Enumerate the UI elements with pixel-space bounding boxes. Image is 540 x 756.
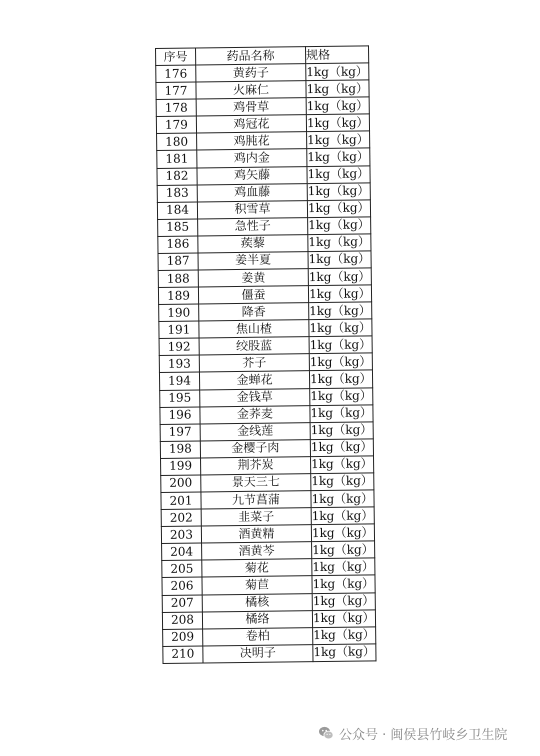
row-spec: 1kg（kg） xyxy=(307,148,370,166)
row-spec: 1kg（kg） xyxy=(306,80,369,98)
row-serial: 209 xyxy=(163,629,203,647)
row-drug-name: 鸡血藤 xyxy=(197,183,307,201)
row-serial: 206 xyxy=(162,577,202,595)
row-serial: 194 xyxy=(159,372,199,390)
row-spec: 1kg（kg） xyxy=(308,234,371,252)
row-drug-name: 鸡肫花 xyxy=(197,132,307,150)
row-drug-name: 黄药子 xyxy=(196,64,306,82)
row-spec: 1kg（kg） xyxy=(313,644,376,662)
row-serial: 205 xyxy=(162,560,202,578)
row-drug-name: 蒺藜 xyxy=(198,235,308,253)
row-serial: 204 xyxy=(162,543,202,561)
row-serial: 184 xyxy=(157,202,197,220)
row-serial: 199 xyxy=(161,458,201,476)
row-serial: 177 xyxy=(156,82,196,100)
row-serial: 185 xyxy=(158,219,198,237)
row-spec: 1kg（kg） xyxy=(306,97,369,115)
row-spec: 1kg（kg） xyxy=(311,524,374,542)
row-drug-name: 韭菜子 xyxy=(201,508,311,526)
row-drug-name: 橘络 xyxy=(202,610,312,628)
medicine-table xyxy=(155,45,376,663)
row-drug-name: 菊苣 xyxy=(202,576,312,594)
row-drug-name: 姜黄 xyxy=(198,269,308,287)
row-spec: 1kg（kg） xyxy=(309,319,372,337)
row-drug-name: 鸡骨草 xyxy=(196,98,306,116)
row-spec: 1kg（kg） xyxy=(308,268,371,286)
row-spec: 1kg（kg） xyxy=(306,63,369,81)
row-serial: 181 xyxy=(157,150,197,168)
row-drug-name: 橘核 xyxy=(202,593,312,611)
row-serial: 197 xyxy=(160,424,200,442)
row-drug-name: 金樱子肉 xyxy=(200,439,310,457)
row-spec: 1kg（kg） xyxy=(310,387,373,405)
row-spec: 1kg（kg） xyxy=(308,251,371,269)
row-drug-name: 芥子 xyxy=(199,354,309,372)
row-serial: 198 xyxy=(160,441,200,459)
row-spec: 1kg（kg） xyxy=(310,439,373,457)
row-serial: 183 xyxy=(157,185,197,203)
row-serial: 195 xyxy=(160,390,200,408)
row-drug-name: 决明子 xyxy=(203,644,313,662)
medicine-list-sheet xyxy=(155,45,376,663)
row-spec: 1kg（kg） xyxy=(308,217,371,235)
row-spec: 1kg（kg） xyxy=(307,200,370,218)
row-spec: 1kg（kg） xyxy=(311,490,374,508)
row-drug-name: 金钱草 xyxy=(200,388,310,406)
row-spec: 1kg（kg） xyxy=(309,336,372,354)
header-spec: 规格 xyxy=(305,46,368,64)
row-drug-name: 降香 xyxy=(199,303,309,321)
row-drug-name: 火麻仁 xyxy=(196,81,306,99)
row-drug-name: 九节菖蒲 xyxy=(201,491,311,509)
row-drug-name: 荆芥炭 xyxy=(201,457,311,475)
header-drug-name: 药品名称 xyxy=(196,47,306,65)
row-drug-name: 急性子 xyxy=(198,217,308,235)
row-serial: 203 xyxy=(161,526,201,544)
row-drug-name: 金线莲 xyxy=(200,422,310,440)
row-serial: 192 xyxy=(159,338,199,356)
row-serial: 201 xyxy=(161,492,201,510)
row-drug-name: 鸡矢藤 xyxy=(197,166,307,184)
row-spec: 1kg（kg） xyxy=(311,456,374,474)
row-drug-name: 僵蚕 xyxy=(198,286,308,304)
row-spec: 1kg（kg） xyxy=(308,285,371,303)
row-spec: 1kg（kg） xyxy=(307,183,370,201)
row-spec: 1kg（kg） xyxy=(310,422,373,440)
row-drug-name: 姜半夏 xyxy=(198,252,308,270)
row-drug-name: 卷柏 xyxy=(203,627,313,645)
row-spec: 1kg（kg） xyxy=(307,165,370,183)
row-serial: 202 xyxy=(161,509,201,527)
footer-text: 公众号 · 闽侯县竹岐乡卫生院 xyxy=(339,727,508,743)
row-serial: 196 xyxy=(160,407,200,425)
row-spec: 1kg（kg） xyxy=(311,473,374,491)
row-drug-name: 酒黄精 xyxy=(201,525,311,543)
row-spec: 1kg（kg） xyxy=(311,507,374,525)
row-spec: 1kg（kg） xyxy=(312,592,375,610)
row-spec: 1kg（kg） xyxy=(312,575,375,593)
row-drug-name: 绞股蓝 xyxy=(199,337,309,355)
row-serial: 188 xyxy=(158,270,198,288)
row-serial: 180 xyxy=(157,133,197,151)
header-serial: 序号 xyxy=(156,48,196,66)
row-serial: 187 xyxy=(158,253,198,271)
row-serial: 207 xyxy=(162,594,202,612)
row-drug-name: 景天三七 xyxy=(201,474,311,492)
row-serial: 200 xyxy=(161,475,201,493)
row-drug-name: 菊花 xyxy=(202,559,312,577)
row-drug-name: 鸡冠花 xyxy=(196,115,306,133)
row-serial: 189 xyxy=(158,287,198,305)
row-serial: 186 xyxy=(158,236,198,254)
row-serial: 182 xyxy=(157,168,197,186)
row-spec: 1kg（kg） xyxy=(313,627,376,645)
row-spec: 1kg（kg） xyxy=(306,114,369,132)
row-serial: 179 xyxy=(156,116,196,134)
row-drug-name: 金荞麦 xyxy=(200,405,310,423)
row-serial: 208 xyxy=(162,612,202,630)
row-serial: 176 xyxy=(156,65,196,83)
row-serial: 210 xyxy=(163,646,203,664)
row-spec: 1kg（kg） xyxy=(310,405,373,423)
row-spec: 1kg（kg） xyxy=(312,609,375,627)
table-row xyxy=(163,644,376,664)
row-spec: 1kg（kg） xyxy=(307,131,370,149)
wechat-icon xyxy=(318,725,334,741)
row-spec: 1kg（kg） xyxy=(309,353,372,371)
row-drug-name: 酒黄芩 xyxy=(202,542,312,560)
footer-watermark xyxy=(318,724,507,742)
row-drug-name: 积雪草 xyxy=(197,200,307,218)
row-serial: 178 xyxy=(156,99,196,117)
row-spec: 1kg（kg） xyxy=(309,370,372,388)
row-drug-name: 金蝉花 xyxy=(199,371,309,389)
row-drug-name: 鸡内金 xyxy=(197,149,307,167)
row-spec: 1kg（kg） xyxy=(309,302,372,320)
row-drug-name: 焦山楂 xyxy=(199,320,309,338)
row-serial: 190 xyxy=(159,304,199,322)
row-serial: 191 xyxy=(159,321,199,339)
row-spec: 1kg（kg） xyxy=(312,558,375,576)
row-serial: 193 xyxy=(159,355,199,373)
row-spec: 1kg（kg） xyxy=(312,541,375,559)
